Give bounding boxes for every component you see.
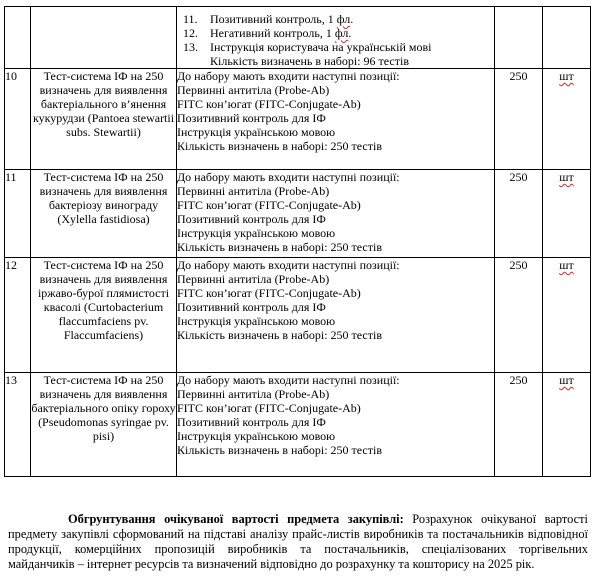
desc-intro: До набору мають входити наступні позиції: [177, 373, 400, 387]
desc-intro: До набору мають входити наступні позиції: [177, 170, 400, 184]
desc-intro: До набору мають входити наступні позиції: [177, 69, 400, 83]
cell-unit-empty [543, 7, 591, 69]
desc-line: FITC кон’югат (FITC-Conjugate-Ab) [177, 286, 361, 300]
table-row [5, 69, 591, 170]
cell-num-empty [5, 7, 31, 69]
justification-text: Розрахунок очікуваної вартості предмету закупівлі сформований на підставі аналізу прайс-листів виробників та постачальників відповідної продукції, комерційних пропозицій виробників та постачальників, спеціалізованих торгівельних майданчиків – інтернет ресурсів та визначений відповідно до розрахунку та кошторису на 2025 рік. [8, 512, 588, 572]
table-row-continuation [5, 7, 591, 69]
desc-line: Кількість визначень в наборі: 250 тестів [177, 240, 382, 254]
table-row [5, 170, 591, 258]
cell-qty: 250 [495, 373, 543, 477]
desc-line: Первинні антитіла (Probe-Ab) [177, 387, 330, 401]
desc-line: Інструкція українською мовою [177, 125, 336, 139]
cell-unit: шт [543, 69, 591, 170]
cell-name: Тест-система ІФ на 250 визначень для виявлення бактеріального в’янення кукурудзи (Pantoea stewartii subs. Stewartii) [31, 69, 177, 170]
cell-name: Тест-система ІФ на 250 визначень для виявлення іржаво-бурої плямистості квасолі (Curtobacterium flaccumfaciens pv. Flaccumfaciens) [31, 258, 177, 373]
cell-unit: шт [543, 170, 591, 258]
desc-line: FITC кон’югат (FITC-Conjugate-Ab) [177, 198, 361, 212]
list-item: 11. Позитивний контроль, 1 фл. [183, 12, 354, 26]
cell-name: Тест-система ІФ на 250 визначень для виявлення бактеріозу винограду (Xylella fastidiosa) [31, 170, 177, 258]
cell-description-continuation [177, 7, 495, 69]
cell-unit: шт [543, 258, 591, 373]
cell-num: 13 [5, 373, 31, 477]
cell-qty-empty [495, 7, 543, 69]
desc-line: FITC кон’югат (FITC-Conjugate-Ab) [177, 97, 361, 111]
desc-line: Первинні антитіла (Probe-Ab) [177, 184, 330, 198]
cell-qty: 250 [495, 69, 543, 170]
desc-line: Позитивний контроль для ІФ [177, 212, 326, 226]
desc-line: Кількість визначень в наборі: 250 тестів [177, 139, 382, 153]
desc-line: Первинні антитіла (Probe-Ab) [177, 272, 330, 286]
count-line: Кількість визначень в наборі: 96 тестів [210, 54, 409, 68]
table-row [5, 373, 591, 477]
cell-name-empty [31, 7, 177, 69]
procurement-table [4, 6, 591, 477]
list-item: 13. Інструкція користувача на українській мові [183, 40, 432, 54]
desc-line: Позитивний контроль для ІФ [177, 300, 326, 314]
table-row [5, 258, 591, 373]
cell-num: 10 [5, 69, 31, 170]
desc-line: Інструкція українською мовою [177, 226, 336, 240]
desc-line: Позитивний контроль для ІФ [177, 111, 326, 125]
desc-line: Первинні антитіла (Probe-Ab) [177, 83, 330, 97]
cell-name: Тест-система ІФ на 250 визначень для виявлення бактеріального опіку гороху (Pseudomonas syringae pv. pisi) [31, 373, 177, 477]
desc-line: Кількість визначень в наборі: 250 тестів [177, 328, 382, 342]
justification-heading: Обгрунтування очікуваної вартості предмета закупівлі: [68, 512, 404, 527]
cell-qty: 250 [495, 170, 543, 258]
cell-description [177, 69, 495, 170]
list-item: 12. Негативний контроль, 1 фл. [183, 26, 352, 40]
desc-line: Інструкція українською мовою [177, 314, 336, 328]
cell-num: 11 [5, 170, 31, 258]
desc-line: Інструкція українською мовою [177, 429, 336, 443]
cell-qty: 250 [495, 258, 543, 373]
desc-line: Кількість визначень в наборі: 250 тестів [177, 443, 382, 457]
desc-intro: До набору мають входити наступні позиції: [177, 258, 400, 272]
desc-line: FITC кон’югат (FITC-Conjugate-Ab) [177, 401, 361, 415]
cell-description [177, 258, 495, 373]
cell-description [177, 170, 495, 258]
justification-paragraph [8, 512, 588, 572]
cell-description [177, 373, 495, 477]
cell-unit: шт [543, 373, 591, 477]
desc-line: Позитивний контроль для ІФ [177, 415, 326, 429]
cell-num: 12 [5, 258, 31, 373]
